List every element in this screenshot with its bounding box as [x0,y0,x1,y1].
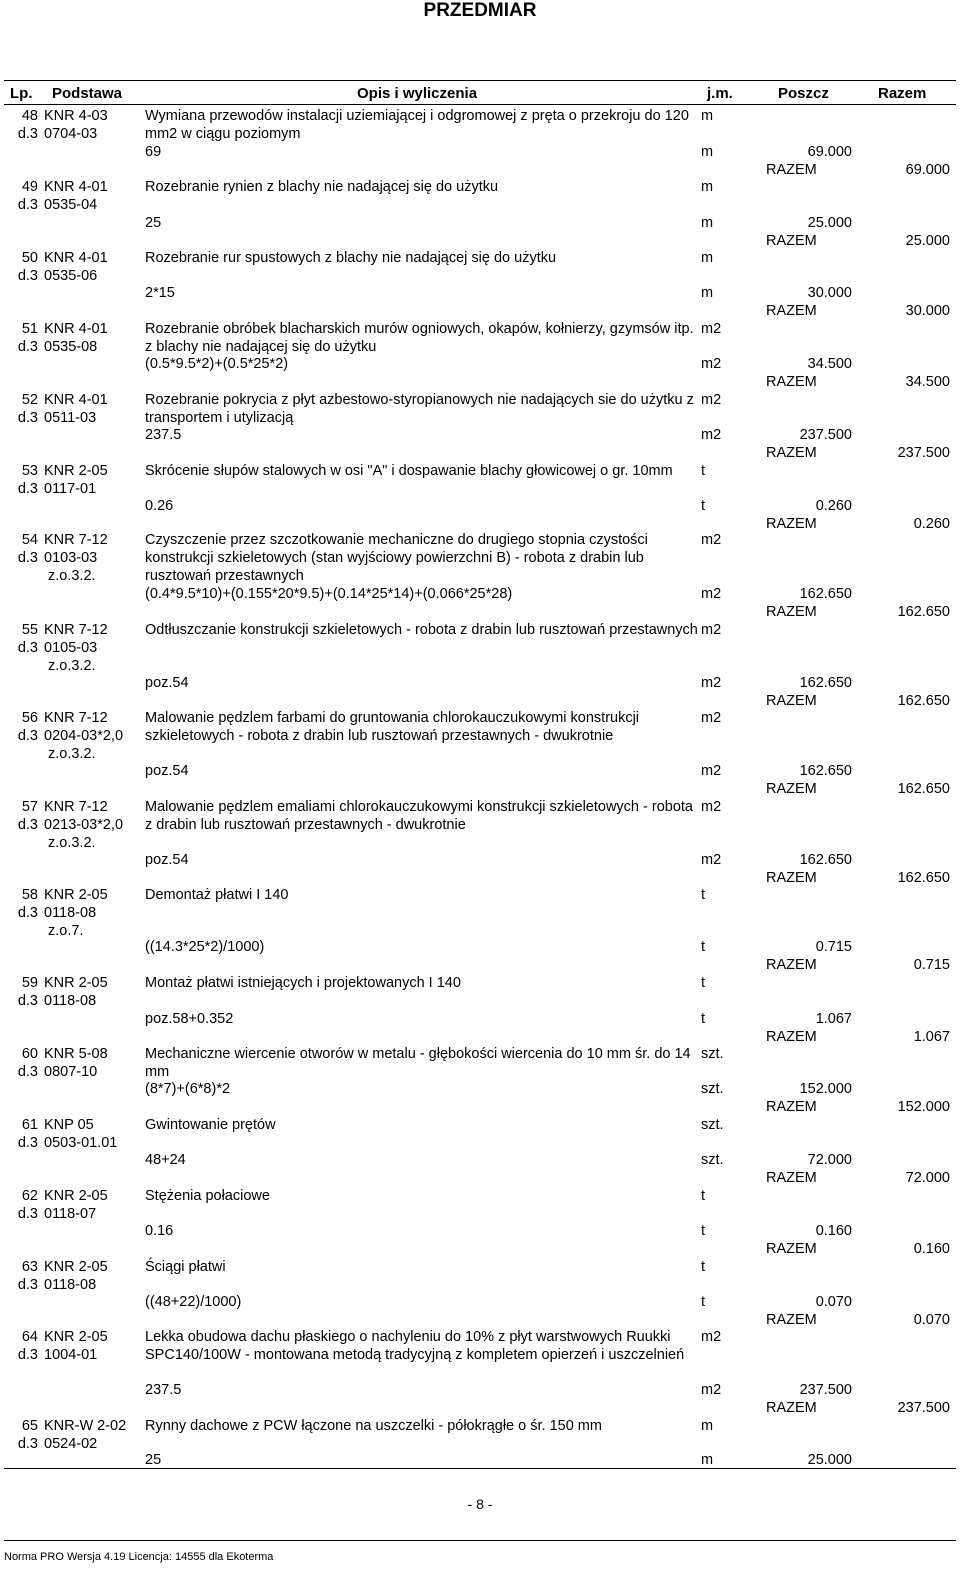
row-podstawa-line: 0524-02 [44,1436,98,1452]
row-poszcz: 237.500 [799,427,852,443]
row-calc-unit: m2 [701,427,722,443]
row-calc-unit: szt. [701,1081,724,1097]
row-lp-suffix: d.3 [17,410,38,426]
row-lp-suffix: d.3 [17,1064,38,1080]
row-description: Czyszczenie przez szczotkowanie mechaniczne do drugiego stopnia czystości konstrukcji szkieletowych (stan wyjściowy powierzchni B) - robota z drabin lub rusztowań przestawnych [145,532,648,584]
row-description: Demontaż płatwi I 140 [145,887,289,903]
row-razem-label: RAZEM [766,1170,817,1186]
row-poszcz: 30.000 [807,285,852,301]
row-lp-suffix: d.3 [17,550,38,566]
row-podstawa-line: KNR 2-05 [44,1329,108,1345]
row-lp: 53 [21,463,38,479]
row-calc-unit: m2 [701,356,722,372]
row-podstawa-line: KNR 2-05 [44,1188,108,1204]
row-podstawa-line: KNP 05 [44,1117,94,1133]
row-lp: 58 [21,887,38,903]
row-calculation: 25 [145,1452,162,1468]
row-razem-label: RAZEM [766,516,817,532]
row-description: Rozebranie rur spustowych z blachy nie nadającej się do użytku [145,250,557,266]
row-podstawa-line: KNR 7-12 [44,532,108,548]
row-calculation: 69 [145,144,162,160]
row-poszcz: 162.650 [799,763,852,779]
row-podstawa-line: z.o.7. [48,923,84,939]
page-number: - 8 - [467,1496,493,1512]
row-podstawa-line: KNR-W 2-02 [44,1418,127,1434]
row-podstawa-line: 0103-03 [44,550,98,566]
row-razem-value: 0.070 [913,1312,950,1328]
row-razem-label: RAZEM [766,445,817,461]
row-razem-value: 34.500 [905,374,950,390]
row-description: Skrócenie słupów stalowych w osi "A" i dospawanie blachy głowicowej o gr. 10mm [145,463,673,479]
table-top-border [4,80,956,81]
row-unit: m2 [701,1329,722,1345]
row-lp: 60 [21,1046,38,1062]
row-unit: m2 [701,710,722,726]
row-lp: 56 [21,710,38,726]
row-poszcz: 72.000 [807,1152,852,1168]
row-unit: m [701,108,714,124]
row-lp-suffix: d.3 [17,1135,38,1151]
row-lp: 49 [21,179,38,195]
row-unit: m [701,250,714,266]
col-header-razem: Razem [878,85,927,102]
row-description: Malowanie pędzlem farbami do gruntowania chlorokauczukowymi konstrukcji szkieletowych - robota z drabin lub rusztowań przestawnych - dwukrotnie [145,710,640,744]
row-razem-value: 30.000 [905,303,950,319]
col-header-jm: j.m. [707,85,733,102]
row-podstawa-line: KNR 7-12 [44,710,108,726]
row-lp-suffix: d.3 [17,481,38,497]
row-unit: m2 [701,799,722,815]
row-razem-label: RAZEM [766,233,817,249]
row-razem-value: 0.160 [913,1241,950,1257]
row-podstawa-line: 0118-07 [44,1206,97,1222]
row-lp-suffix: d.3 [17,993,38,1009]
table-bottom-border [4,1468,956,1469]
row-calc-unit: t [701,939,706,955]
row-poszcz: 152.000 [799,1081,852,1097]
row-calculation: ((14.3*25*2)/1000) [145,939,265,955]
row-lp-suffix: d.3 [17,197,38,213]
row-description: Malowanie pędzlem emaliami chlorokauczukowymi konstrukcji szkieletowych - robota z drabin lub rusztowań przestawnych - dwukrotnie [145,799,693,833]
row-poszcz: 0.715 [815,939,852,955]
row-unit: t [701,463,706,479]
row-lp-suffix: d.3 [17,1206,38,1222]
row-razem-label: RAZEM [766,1312,817,1328]
row-podstawa-line: 0118-08 [44,1277,97,1293]
row-lp: 55 [21,622,38,638]
row-calc-unit: m2 [701,763,722,779]
row-poszcz: 0.260 [815,498,852,514]
row-calc-unit: t [701,1223,706,1239]
row-lp: 57 [21,799,38,815]
row-lp: 48 [21,108,38,124]
row-razem-label: RAZEM [766,693,817,709]
row-unit: m2 [701,622,722,638]
row-calculation: poz.54 [145,852,189,868]
row-podstawa-line: 0117-01 [44,481,97,497]
row-podstawa-line: KNR 2-05 [44,1259,108,1275]
row-calc-unit: m [701,285,714,301]
row-lp-suffix: d.3 [17,728,38,744]
row-lp: 50 [21,250,38,266]
row-podstawa-line: KNR 7-12 [44,622,108,638]
row-razem-value: 69.000 [905,162,950,178]
row-calculation: ((48+22)/1000) [145,1294,242,1310]
row-podstawa-line: 1004-01 [44,1347,98,1363]
row-podstawa-line: KNR 2-05 [44,463,108,479]
row-podstawa-line: 0704-03 [44,126,98,142]
row-description: Mechaniczne wiercenie otworów w metalu - głębokości wiercenia do 10 mm śr. do 14 mm [145,1046,691,1080]
row-podstawa-line: 0204-03*2,0 [44,728,124,744]
row-podstawa-line: 0535-08 [44,339,98,355]
row-calc-unit: m2 [701,586,722,602]
row-lp-suffix: d.3 [17,905,38,921]
row-podstawa-line: z.o.3.2. [48,568,96,584]
row-calc-unit: szt. [701,1152,724,1168]
footer-divider [4,1540,956,1541]
row-podstawa-line: 0105-03 [44,640,98,656]
row-description: Rozebranie obróbek blacharskich murów ogniowych, okapów, kołnierzy, gzymsów itp. z blachy nie nadającej się do użytku [145,321,694,355]
table-header-border [4,104,956,105]
row-calculation: 2*15 [145,285,175,301]
row-razem-value: 162.650 [897,870,950,886]
row-lp: 54 [21,532,38,548]
footer-license: Norma PRO Wersja 4.19 Licencja: 14555 dla Ekoterma [4,1551,274,1563]
row-razem-value: 237.500 [897,1400,950,1416]
row-description: Montaż płatwi istniejących i projektowanych I 140 [145,975,461,991]
row-calculation: (8*7)+(6*8)*2 [145,1081,231,1097]
row-razem-value: 72.000 [905,1170,950,1186]
row-calculation: 237.5 [145,1382,182,1398]
row-poszcz: 162.650 [799,586,852,602]
row-poszcz: 69.000 [807,144,852,160]
row-calc-unit: m [701,215,714,231]
row-podstawa-line: KNR 2-05 [44,975,108,991]
row-podstawa-line: KNR 7-12 [44,799,108,815]
row-podstawa-line: 0535-06 [44,268,98,284]
row-lp-suffix: d.3 [17,126,38,142]
row-podstawa-line: KNR 4-03 [44,108,108,124]
row-lp-suffix: d.3 [17,817,38,833]
row-razem-value: 25.000 [905,233,950,249]
row-razem-label: RAZEM [766,1400,817,1416]
row-lp: 61 [21,1117,38,1133]
row-calculation: poz.54 [145,675,189,691]
row-podstawa-line: 0807-10 [44,1064,98,1080]
row-podstawa-line: KNR 4-01 [44,392,108,408]
row-calc-unit: m2 [701,675,722,691]
row-description: Gwintowanie prętów [145,1117,276,1133]
row-podstawa-line: KNR 4-01 [44,179,108,195]
row-calc-unit: m [701,144,714,160]
row-lp: 59 [21,975,38,991]
row-unit: szt. [701,1117,724,1133]
row-lp: 62 [21,1188,38,1204]
row-podstawa-line: KNR 4-01 [44,250,108,266]
row-poszcz: 0.070 [815,1294,852,1310]
row-unit: t [701,887,706,903]
row-calculation: (0.4*9.5*10)+(0.155*20*9.5)+(0.14*25*14)+(0.066*25*28) [145,586,513,602]
row-poszcz: 25.000 [807,215,852,231]
row-razem-label: RAZEM [766,870,817,886]
row-poszcz: 1.067 [815,1011,852,1027]
row-lp-suffix: d.3 [17,1436,38,1452]
row-calc-unit: m2 [701,1382,722,1398]
row-description: Wymiana przewodów instalacji uziemiającej i odgromowej z pręta o przekroju do 120 mm2 w ciągu poziomym [145,108,689,142]
row-razem-value: 1.067 [913,1029,950,1045]
row-lp: 52 [21,392,38,408]
row-podstawa-line: z.o.3.2. [48,746,96,762]
page-title: PRZEDMIAR [423,0,537,21]
row-calc-unit: t [701,498,706,514]
row-calc-unit: t [701,1011,706,1027]
row-unit: m2 [701,532,722,548]
row-description: Rozebranie rynien z blachy nie nadającej się do użytku [145,179,499,195]
row-podstawa-line: KNR 5-08 [44,1046,108,1062]
row-poszcz: 34.500 [807,356,852,372]
row-poszcz: 162.650 [799,852,852,868]
row-razem-label: RAZEM [766,957,817,973]
col-header-podstawa: Podstawa [52,85,123,102]
row-lp-suffix: d.3 [17,268,38,284]
row-podstawa-line: KNR 4-01 [44,321,108,337]
row-razem-label: RAZEM [766,781,817,797]
row-calc-unit: m2 [701,852,722,868]
row-podstawa-line: KNR 2-05 [44,887,108,903]
row-lp-suffix: d.3 [17,1277,38,1293]
row-description: Rynny dachowe z PCW łączone na uszczelki - półokrągłe o śr. 150 mm [145,1418,602,1434]
row-razem-label: RAZEM [766,1029,817,1045]
row-description: Rozebranie pokrycia z płyt azbestowo-styropianowych nie nadających sie do użytku z transportem i utylizacją [145,392,694,426]
row-calc-unit: t [701,1294,706,1310]
row-unit: t [701,975,706,991]
row-razem-label: RAZEM [766,1241,817,1257]
row-lp-suffix: d.3 [17,640,38,656]
row-podstawa-line: 0535-04 [44,197,98,213]
row-description: Lekka obudowa dachu płaskiego o nachyleniu do 10% z płyt warstwowych Ruukki SPC140/100W - montowana metodą tradycyjną z kompletem opierzeń i uszczelnień [145,1329,685,1363]
row-podstawa-line: 0118-08 [44,905,97,921]
row-razem-label: RAZEM [766,604,817,620]
row-lp: 64 [21,1329,38,1345]
row-calculation: poz.58+0.352 [145,1011,234,1027]
row-podstawa-line: z.o.3.2. [48,658,96,674]
row-lp-suffix: d.3 [17,339,38,355]
row-razem-value: 152.000 [897,1099,950,1115]
row-razem-label: RAZEM [766,162,817,178]
row-calculation: 0.26 [145,498,174,514]
col-header-opis: Opis i wyliczenia [357,85,478,102]
row-unit: t [701,1259,706,1275]
row-lp-suffix: d.3 [17,1347,38,1363]
row-calculation: 237.5 [145,427,182,443]
row-razem-value: 162.650 [897,693,950,709]
row-lp: 63 [21,1259,38,1275]
row-poszcz: 0.160 [815,1223,852,1239]
row-podstawa-line: 0118-08 [44,993,97,1009]
row-razem-value: 162.650 [897,781,950,797]
row-razem-label: RAZEM [766,1099,817,1115]
row-calc-unit: m [701,1452,714,1468]
row-unit: m [701,1418,714,1434]
row-podstawa-line: 0511-03 [44,410,97,426]
row-podstawa-line: 0213-03*2,0 [44,817,124,833]
row-lp: 65 [21,1418,38,1434]
row-razem-value: 237.500 [897,445,950,461]
row-description: Stężenia połaciowe [145,1188,270,1204]
row-unit: t [701,1188,706,1204]
row-razem-value: 0.715 [913,957,950,973]
col-header-poszcz: Poszcz [778,85,829,102]
row-calculation: 48+24 [145,1152,186,1168]
row-calculation: (0.5*9.5*2)+(0.5*25*2) [145,356,289,372]
row-unit: szt. [701,1046,724,1062]
row-poszcz: 237.500 [799,1382,852,1398]
row-razem-value: 0.260 [913,516,950,532]
row-poszcz: 25.000 [807,1452,852,1468]
row-podstawa-line: 0503-01.01 [44,1135,118,1151]
row-unit: m [701,179,714,195]
row-calculation: poz.54 [145,763,189,779]
row-razem-value: 162.650 [897,604,950,620]
row-lp: 51 [21,321,38,337]
row-poszcz: 162.650 [799,675,852,691]
row-podstawa-line: z.o.3.2. [48,835,96,851]
row-calculation: 0.16 [145,1223,174,1239]
row-calculation: 25 [145,215,162,231]
col-header-lp: Lp. [10,85,33,102]
row-description: Ściągi płatwi [145,1259,226,1275]
row-unit: m2 [701,321,722,337]
row-razem-label: RAZEM [766,303,817,319]
row-razem-label: RAZEM [766,374,817,390]
row-description: Odtłuszczanie konstrukcji szkieletowych - robota z drabin lub rusztowań przestawnych [145,622,698,638]
row-unit: m2 [701,392,722,408]
